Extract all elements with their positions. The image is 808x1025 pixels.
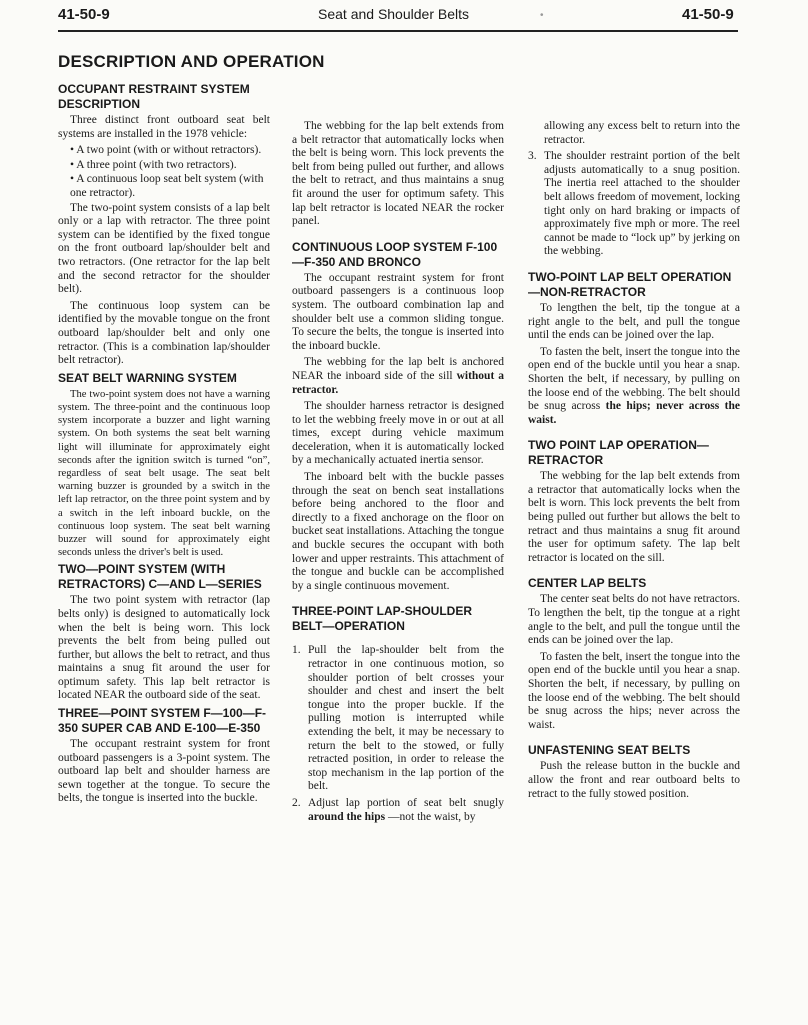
numbered-step [292,797,504,824]
heading-continuous-loop: CONTINUOUS LOOP SYSTEM F-100—F-350 AND BRONCO [292,239,498,269]
step-number: 2. [292,796,301,809]
text-run: —not the waist, by [388,810,476,823]
bullet-item: • A three point (with two retractors). [70,158,237,171]
paragraph: The shoulder harness retractor is designed to let the webbing freely move in or out at all times, except during vehicle maximum deceleration, when it is automatically locked by a mechanically actuated inertia sensor. [292,400,504,467]
bullet-item: • A two point (with or without retractors). [70,144,262,157]
paragraph: The center seat belts do not have retractors. To lengthen the belt, tip the tongue at a right angle to the belt, and pull the tongue until the ends can be joined over the lap. [528,593,740,647]
column-left [58,82,270,915]
paragraph: To fasten the belt, insert the tongue into the open end of the buckle until you hear a snap. Shorten the belt, if necessary, by pulling on the loose end of the webbing. The belt should be snug across the hips; never across the waist. [528,650,740,731]
numbered-step [292,644,504,794]
paragraph: Three distinct front outboard seat belt systems are installed in the 1978 vehicle: [58,114,270,140]
column-right [528,120,740,915]
page-number-right: 41-50-9 [682,6,734,23]
bullet-item: • A continuous loop seat belt system (with one retractor). [70,173,264,199]
paragraph: allowing any excess belt to return into the retractor. [544,120,740,146]
paragraph: The continuous loop system can be identified by the movable tongue on the front outboard lap/shoulder belt and only one retractor. (This is a combination lap/shoulder belt retractor). [58,299,270,367]
paragraph [528,346,740,428]
running-header-title: Seat and Shoulder Belts [318,6,469,22]
paragraph: The occupant restraint system for front outboard passengers is a continuous loop system. The outboard combination lap and shoulder belt use a common sliding tongue. To secure the belts, the tongue is inserted into the inboard buckle. [292,271,504,352]
heading-warning-system: SEAT BELT WARNING SYSTEM [58,370,237,385]
column-middle [292,120,504,915]
paragraph: The two-point system consists of a lap belt only or a lap with retractor. The three point system can be identified by the fixed tongue on the front outboard lap/shoulder belt and two retractors. (One retractor for the lap belt and the second retractor for the shoulder belt). [58,201,270,296]
step-number: 1. [292,644,301,657]
step-number: 3. [528,150,537,163]
bold-text: without a retractor. [292,369,504,396]
header-rule [58,30,738,32]
heading-three-point-operation: THREE-POINT LAP-SHOULDER BELT—OPERATION [292,604,472,634]
heading-unfastening: UNFASTENING SEAT BELTS [528,743,691,758]
step-text [308,797,504,824]
heading-three-point-system: THREE—POINT SYSTEM F—100—F-350 SUPER CAB AND E-100—E-350 [58,706,267,736]
heading-center-lap-belts: CENTER LAP BELTS [528,576,647,591]
paragraph: To lengthen the belt, tip the tongue at a right angle to the belt, and pull the tongue until the ends can be joined over the lap. [528,301,740,342]
paragraph: Push the release button in the buckle and allow the front and rear outboard belts to retract to the fully stowed position. [528,760,740,800]
paragraph: The webbing for the lap belt extends from a retractor that automatically locks when the belt is worn. This lock prevents the belt from being pulled out further but allows the belt to retract and thus maintains a snug fit around the user for optimum safety. The lap belt retractor is located on the sill. [528,470,740,564]
step-text: Pull the lap-shoulder belt from the retractor in one continuous motion, so shoulder portion of belt crosses your shoulder and chest and insert the belt tongue into the proper buckle. If the pulling motion is interrupted while extending the belt, it may be necessary to return the belt to the stowed, or fully retracted position, in order to release the stop mechanism in the lap portion of the belt. [308,644,504,793]
heading-two-point-system: TWO—POINT SYSTEM (WITH RETRACTORS) C—AND L—SERIES [58,562,262,592]
step-text: The shoulder restraint portion of the belt adjusts automatically to a snug position. The inertia reel attached to the shoulder belt allows freedom of movement, locking tight only on hard braking or impacts of approximately five mph or more. The reel cannot be made to “lock up” by jerking on the webbing. [544,150,740,258]
paragraph: The webbing for the lap belt extends from a belt retractor that automatically locks when the belt is being worn. This lock prevents the belt from being pulled out further, and allows the belt to retract, and thus maintains a snug fit around the user for optimum safety. This lap belt retractor is located NEAR the rocker panel. [292,120,504,228]
header-dot: • [540,10,544,21]
text-run: Adjust lap portion of seat belt snugly [308,796,504,809]
paragraph: The occupant restraint system for front outboard passengers is a 3-point system. The outboard lap belt and shoulder harness are sewn together at the tongue. To secure the belts, the tongue is inserted into the buckle. [58,738,270,805]
heading-two-point-non-retractor: TWO-POINT LAP BELT OPERATION—NON-RETRACTOR [528,269,732,299]
bold-text: the hips; never across the waist. [528,400,740,426]
text-run: To fasten the belt, insert the tongue into the open end of the buckle until you hear a snap. Shorten the belt, if necessary, by pulling on the loose end of the webbing. The belt should be snug across [528,345,740,413]
paragraph: The two point system with retractor (lap belts only) is designed to automatically lock when the belt is being worn. This lock prevents the belt from being pulled out further, but allows the belt to retract, and thus maintains a snug fit around the user for optimum safety. This lap belt retractor is located NEAR the outboard side of the seat. [58,594,270,702]
page-title: DESCRIPTION AND OPERATION [58,52,325,71]
page-number-left: 41-50-9 [58,6,110,23]
heading-occupant-restraint: OCCUPANT RESTRAINT SYSTEM DESCRIPTION [58,82,250,111]
paragraph: The inboard belt with the buckle passes through the seat on bench seat installations before being anchored to the floor and directly to a fixed anchorage on the floor on bucket seat installations. Attaching the tongue and buckle secures the occupant with both lower and upper restraints. This attachment of the tongue and buckle can be accomplished by a single continuous movement. [292,471,504,592]
bold-text: around the hips [308,810,386,823]
paragraph: The two-point system does not have a warning system. The three-point and the continuous loop system incorporate a buzzer and light warning system. On both systems the seat belt warning light will illuminate for approximately eight seconds after the ignition switch is turned “on”, regardless of seat belt usage. The seat belt warning buzzer is grounded by a switch in the left lap retractor, on the three point system and by a switch in the left inboard buckle, on the continuous loop system. The seat belt warning buzzer will sound for approximately eight seconds unless the driver's belt is used. [58,388,270,559]
paragraph [292,356,504,397]
heading-two-point-retractor: TWO POINT LAP OPERATION—RETRACTOR [528,438,709,468]
text-run: The webbing for the lap belt is anchored NEAR the inboard side of the sill [292,356,504,382]
numbered-step [528,150,740,259]
